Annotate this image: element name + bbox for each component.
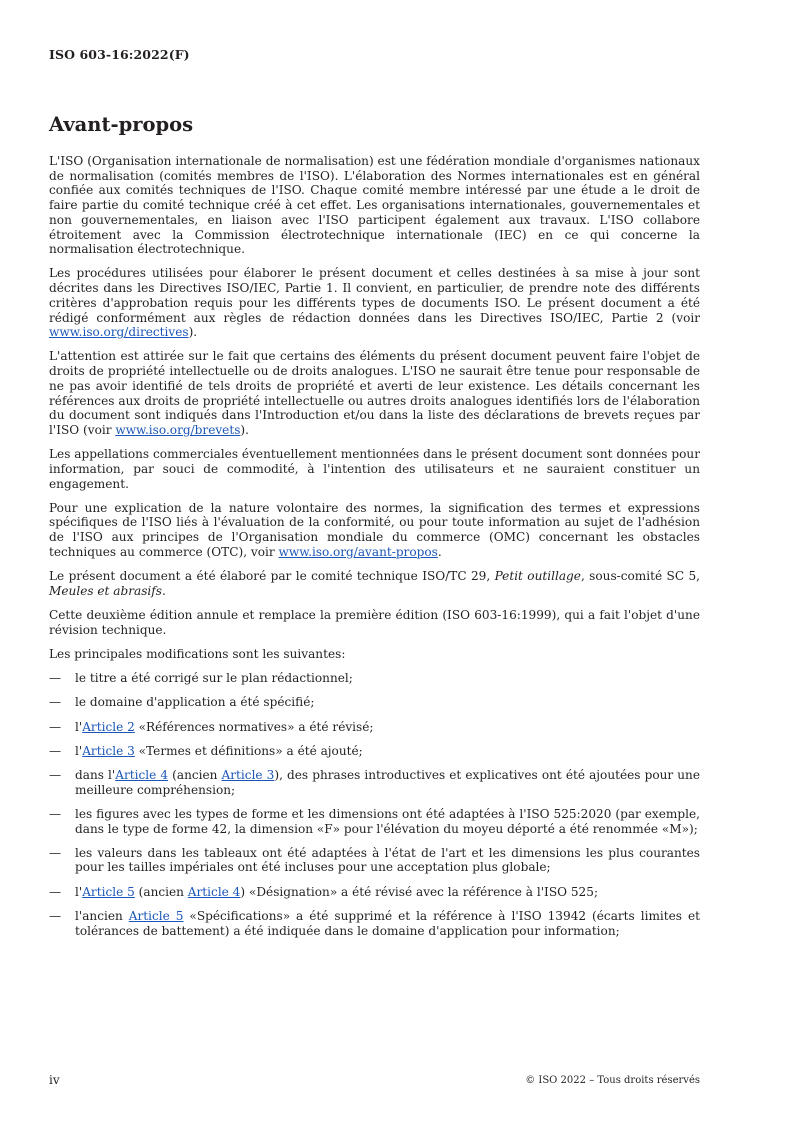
- link-article-5-old[interactable]: Article 5: [128, 908, 184, 923]
- list-item: — l'Article 2 «Références normatives» a été révisé;: [49, 719, 374, 734]
- link-brevets[interactable]: www.iso.org/brevets: [115, 422, 241, 437]
- link-article-4-old[interactable]: Article 4: [187, 884, 241, 899]
- link-article-3-old[interactable]: Article 3: [221, 767, 275, 782]
- section-title: Avant-propos: [49, 113, 194, 136]
- list-item: — l'Article 3 «Termes et définitions» a été ajouté;: [49, 743, 363, 758]
- paragraph-edition: Cette deuxième édition annule et remplace la première édition (ISO 603-16:1999), qui a fait l'objet d'une révision technique.: [49, 607, 700, 637]
- list-item: — dans l'Article 4 (ancien Article 3), des phrases introductives et explicatives ont été ajoutées pour une meilleure compréhension;: [49, 767, 700, 797]
- list-item: — les valeurs dans les tableaux ont été adaptées à l'état de l'art et les dimensions les plus courantes pour les tailles impériales ont été incluses pour une acceptation plus globale;: [49, 845, 700, 875]
- paragraph-iso-intro: L'ISO (Organisation internationale de normalisation) est une fédération mondiale d'organismes nationaux de normalisation (comités membres de l'ISO). L'élaboration des Normes internationales est en général confiée aux comités techniques de l'ISO. Chaque comité membre intéressé par une étude a le droit de faire partie du comité technique créé à cet effet. Les organisations internationales, gouvernementales et non gouvernementales, en liaison avec l'ISO participent également aux travaux. L'ISO collabore étroitement avec la Commission électrotechnique internationale (IEC) en ce qui concerne la normalisation électrotechnique.: [49, 154, 700, 257]
- copyright-notice: © ISO 2022 – Tous droits réservés: [525, 1075, 700, 1086]
- paragraph-changes-intro: Les principales modifications sont les suivantes:: [49, 646, 346, 661]
- paragraph-patents: L'attention est attirée sur le fait que certains des éléments du présent document peuvent faire l'objet de droits de propriété intellectuelle ou de droits analogues. L'ISO ne saurait être tenue pour responsable de ne pas avoir identifié de tels droits de propriété et averti de leur existence. Les détails concernant les références aux droits de propriété intellectuelle ou autres droits analogues identifiés lors de l'élaboration du document sont indiqués dans l'Introduction et/ou dans la liste des déclarations de brevets reçues par l'ISO (voir www.iso.org/brevets).: [49, 349, 700, 437]
- paragraph-trade-names: Les appellations commerciales éventuellement mentionnées dans le présent document sont données pour information, par souci de commodité, à l'intention des utilisateurs et ne sauraient constituer un engagement.: [49, 447, 700, 491]
- document-id-header: ISO 603-16:2022(F): [49, 47, 190, 62]
- paragraph-voluntary-nature: Pour une explication de la nature volontaire des normes, la signification des termes et expressions spécifiques de l'ISO liés à l'évaluation de la conformité, ou pour toute information au sujet de l'adhésion de l'ISO aux principes de l'Organisation mondiale du commerce (OMC) concernant les obstacles techniques au commerce (OTC), voir www.iso.org/avant-propos.: [49, 500, 700, 559]
- list-item: — le titre a été corrigé sur le plan rédactionnel;: [49, 671, 353, 686]
- list-item: — l'ancien Article 5 «Spécifications» a été supprimé et la référence à l'ISO 13942 (écarts limites et tolérances de battement) a été indiquée dans le domaine d'application pour information;: [49, 908, 700, 938]
- link-article-3[interactable]: Article 3: [82, 743, 135, 758]
- link-directives[interactable]: www.iso.org/directives: [49, 325, 189, 340]
- foreword-body: [49, 154, 700, 948]
- list-item: — les figures avec les types de forme et les dimensions ont été adaptées à l'ISO 525:2020 (par exemple, dans le type de forme 42, la dimension «F» pour l'élévation du moyeu déporté a été renommée «M»);: [49, 806, 700, 836]
- paragraph-committee: Le présent document a été élaboré par le comité technique ISO/TC 29, Petit outillage, sous-comité SC 5, Meules et abrasifs.: [49, 569, 700, 598]
- changes-list: [49, 671, 700, 938]
- link-article-4[interactable]: Article 4: [115, 767, 169, 782]
- page-number: iv: [49, 1073, 60, 1087]
- link-article-2[interactable]: Article 2: [82, 719, 135, 734]
- link-article-5[interactable]: Article 5: [82, 884, 135, 899]
- link-avant-propos[interactable]: www.iso.org/avant-propos: [278, 544, 438, 559]
- paragraph-procedures: Les procédures utilisées pour élaborer le présent document et celles destinées à sa mise à jour sont décrites dans les Directives ISO/IEC, Partie 1. Il convient, en particulier, de prendre note des différents critères d'approbation requis pour les différents types de documents ISO. Le présent document a été rédigé conformément aux règles de rédaction données dans les Directives ISO/IEC, Partie 2 (voir www.iso.org/directives).: [49, 266, 700, 340]
- list-item: — le domaine d'application a été spécifié;: [49, 695, 315, 710]
- list-item: — l'Article 5 (ancien Article 4) «Désignation» a été révisé avec la référence à l'ISO 525;: [49, 884, 599, 899]
